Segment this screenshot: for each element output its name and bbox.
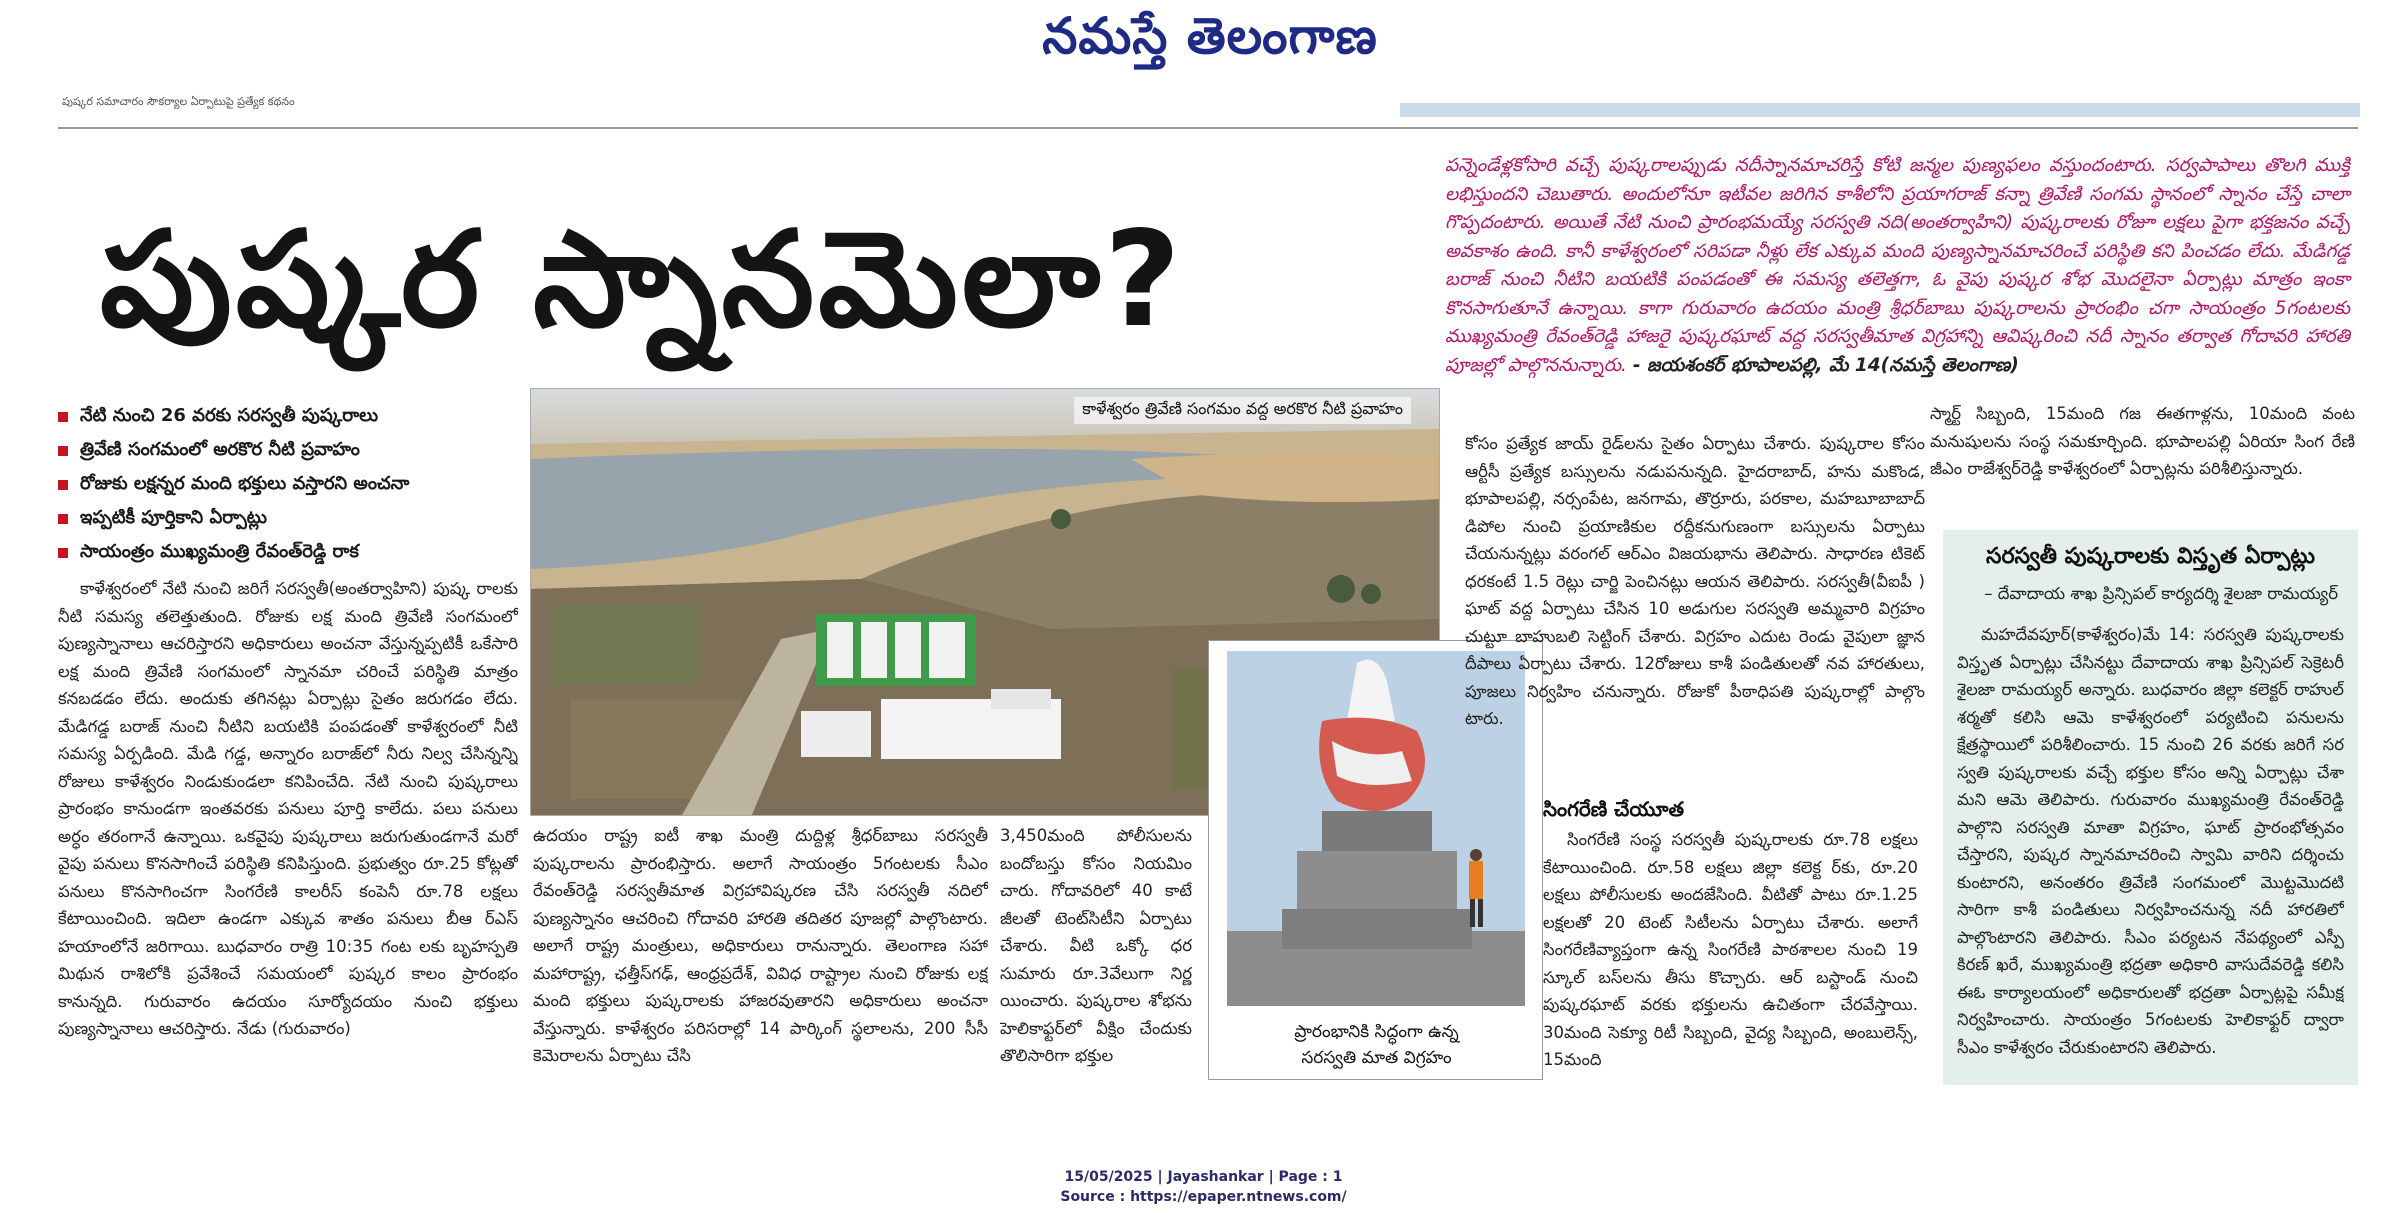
statue-caption-line-1: ప్రారంభానికి సిద్ధంగా ఉన్న	[1294, 1022, 1459, 1042]
highlight-item	[58, 434, 518, 468]
masthead	[0, 0, 2407, 108]
headline: పుష్కర స్నానమెలా?	[100, 203, 1185, 357]
highlight-item	[58, 400, 518, 434]
highlight-text: త్రివేణి సంగమంలో అరకొర నీటి ప్రవాహం	[80, 438, 360, 460]
side-story-body: మహదేవపూర్(కాళేశ్వరం)మే 14: సరస్వతి పుష్కరాలకు విస్తృత ఏర్పాట్లు చేసినట్టు దేవాదాయ శాఖ ప్రిన్సిపల్ సెక్రెటరీ శైలజా రామయ్యర్ అన్నారు. బుధవారం జిల్లా కలెక్టర్ రాహుల్ శర్మతో కలిసి ఆమె కాళేశ్వరంలో పర్యటించి పనులను క్షేత్రస్థాయిలో పరిశీలించారు. 15 నుంచి 26 వరకు జరిగే సర స్వతి పుష్కరాలకు వచ్చే భక్తుల కోసం అన్ని ఏర్పాట్లు చేశా మని ఆమె తెలిపారు. గురువారం ముఖ్యమంత్రి రేవంత్‌రెడ్డి పాల్గొని సరస్వతి మాతా విగ్రహం, ఘాట్ ప్రారంభోత్సవం చేస్తారని, పుష్కర స్నానమాచరించి స్వామి వారిని దర్శించు కుంటారని, అనంతరం త్రివేణి సంగమంలో మొట్టమొదటి సారిగా కాశీ పండితులు నిర్వహించనున్న నదీ హారతిలో పాల్గొంటారని తెలిపారు. సీఎం పర్యటన నేపథ్యంలో ఎస్పీ కిరణ్ ఖరే, ముఖ్యమంత్రి భద్రతా అధికారి వాసుదేవరెడ్డి కలిసి ఈఓ కార్యాలయంలో అధికారులతో భద్రతా ఏర్పాట్లపై సమీక్ష నిర్వహించారు. సాయంత్రం 5గంటలకు హెలికాఫ్టర్ ద్వారా సీఎం కాళేశ్వరం చేరుకుంటారని తెలిపారు.	[1957, 625, 2344, 1057]
side-story-box	[1943, 530, 2358, 1085]
square-bullet-icon	[58, 548, 68, 558]
square-bullet-icon	[58, 514, 68, 524]
side-story-title: సరస్వతీ పుష్కరాలకు విస్తృత ఏర్పాట్లు	[1986, 544, 2315, 569]
highlight-item	[58, 536, 518, 570]
article-column-2: ఉదయం రాష్ట్ర ఐటీ శాఖ మంత్రి దుద్దిళ్ల శ్రీధర్‌బాబు సరస్వతీ పుష్కరాలను ప్రారంభిస్తారు. అలాగే సాయంత్రం 5గంటలకు సీఎం రేవంత్‌రెడ్డి సరస్వతీమాత విగ్రహావిష్కరణ చేసి సరస్వతీ నదిలో పుణ్యస్నానం ఆచరించి గోదావరి హారతి తదితర పూజల్లో పాల్గొంటారు. అలాగే రాష్ట్ర మంత్రులు, అధికారులు రానున్నారు. తెలంగాణ సహా మహారాష్ట్ర, ఛత్తీస్‌గఢ్, ఆంధ్రప్రదేశ్, వివిధ రాష్ట్రాల నుంచి రోజుకు లక్ష మంది భక్తులు పుష్కరాలకు హాజరవుతారని అధికారులు అంచనా వేస్తున్నారు. కాళేశ్వరం పరిసరాల్లో 14 పార్కింగ్ స్థలాలను, 200 సీసీ కెమెరాలను ఏర్పాటు చేసి	[533, 826, 988, 1065]
footer-source-link[interactable]: Source : https://epaper.ntnews.com/	[1060, 1189, 1347, 1205]
square-bullet-icon	[58, 412, 68, 422]
footer-date-line: 15/05/2025 | Jayashankar | Page : 1	[1064, 1169, 1343, 1185]
highlight-text: రోజుకు లక్షన్నర మంది భక్తులు వస్తారని అంచనా	[80, 472, 410, 494]
subheading-singareni: సింగరేణి చేయూత	[1543, 797, 1685, 821]
statue-caption	[1209, 1019, 1544, 1071]
statue-caption-line-2: సరస్వతి మాత విగ్రహం	[1301, 1048, 1452, 1068]
newspaper-logo: నమస్తే తెలంగాణ	[1042, 6, 1378, 65]
highlights-list	[58, 400, 518, 570]
article-column-4b: సింగరేణి సంస్థ సరస్వతీ పుష్కరాలకు రూ.78 లక్షలు కేటాయించింది. రూ.58 లక్షలు జిల్లా కలెక్ట ర్‌కు, రూ.20 లక్షలు పోలీసులకు అందజేసింది. వీటితో పాటు రూ.1.25 లక్షలతో 20 టెంట్ సిటీలను ఏర్పాటు చేశారు. అలాగే సింగరేణివ్యాప్తంగా ఉన్న సింగరేణి పాఠశాలల నుంచి 19 స్కూల్ బస్‌లను తీసు కొచ్చారు. ఆర్ బస్టాండ్ నుంచి పుష్కరఘాట్ వరకు భక్తులను ఉచితంగా చేరవేస్తాయి. 30మంది సెక్యూ రిటీ సిబ్బంది, వైద్య సిబ్బంది, అంబులెన్స్, 15మంది	[1543, 830, 1918, 1069]
top-strip-text: పుష్కర సమాచారం సౌకర్యాల ఏర్పాటుపై ప్రత్యేక కథనం	[62, 95, 295, 108]
photo-caption: కాళేశ్వరం త్రివేణి సంగమం వద్ద అరకొర నీటి ప్రవాహం	[1074, 397, 1411, 424]
article-column-1: కాళేశ్వరంలో నేటి నుంచి జరిగే సరస్వతీ(అంతర్వాహిని) పుష్క రాలకు నీటి సమస్య తలెత్తుతుంది. రోజుకు లక్ష మంది త్రివేణి సంగమంలో పుణ్యస్నానాలు ఆచరిస్తారని అధికారులు అంచనా వేస్తున్నప్పటికీ ఒకేసారి లక్ష మంది త్రివేణి సంగమంలో స్నానమా చరించే పరిస్థితి మాత్రం కనబడడం లేదు. అందుకు తగినట్లు ఏర్పాట్లు సైతం జరుగడం లేదు. మేడిగడ్డ బరాజ్ నుంచి నీటిని బయటికి పంపడంతో కాళేశ్వరంలో నీటి సమస్య ఏర్పడింది. మేడి గడ్డ, అన్నారం బరాజ్‌లో నీరు నిల్వ చేసిన్నన్ని రోజులు కాళేశ్వరం నిండుకుండలా కనిపించేది. నేటి నుంచి పుష్కరాలు ప్రారంభం కానుండగా ఇంతవరకు పనులు పూర్తి కాలేదు. పలు పనులు అర్ధం తరంగానే ఉన్నాయి. ఒకవైపు పుష్కరాలు జరుగుతుండగానే మరో వైపు పనులు కొనసాగించే పరిస్థితి కనిపిస్తుంది. ప్రభుత్వం రూ.25 కోట్లతో పనులు కొనసాగించగా సింగరేణి కాలరీస్ కంపెనీ రూ.78 లక్షలు కేటాయించింది. ఇదిలా ఉండగా ఎక్కువ శాతం పనులు బీఆ ర్ఎస్ హయాంలోనే జరిగాయి. బుధవారం రాత్రి 10:35 గంట లకు బృహస్పతి మిథున రాశిలోకి ప్రవేశించే సమయంలో పుష్కర కాలం ప్రారంభం కానున్నది. గురువారం ఉదయం సూర్యోదయం నుంచి భక్తులు పుణ్యస్నానాలు ఆచరిస్తారు. నేడు (గురువారం)	[58, 579, 518, 1038]
square-bullet-icon	[58, 480, 68, 490]
highlight-text: ఇప్పటికీ పూర్తికాని ఏర్పాట్లు	[80, 506, 267, 528]
top-strip-band	[1400, 103, 2360, 117]
highlight-text: నేటి నుంచి 26 వరకు సరస్వతీ పుష్కరాలు	[80, 404, 379, 426]
intro-paragraph	[1445, 152, 2350, 410]
intro-byline: - జయశంకర్ భూపాలపల్లి, మే 14(నమస్తే తెలంగాణ)	[1632, 354, 2019, 376]
article-column-4: కోసం ప్రత్యేక జాయ్ రైడ్‌లను సైతం ఏర్పాటు చేశారు. పుష్కరాల కోసం ఆర్టీసీ ప్రత్యేక బస్సులను నడుపనున్నది. హైదరాబాద్, హను మకొండ, భూపాలపల్లి, నర్సంపేట, జనగామ, తొర్రూరు, పరకాల, మహబూబాబాద్ డిపోల నుంచి ప్రయాణికుల రద్దీకనుగుణంగా బస్సులను ఏర్పాటు చేయనున్నట్లు వరంగల్ ఆర్‌ఎం విజయభాను తెలిపారు. సాధారణ టికెట్ ధరకంటే 1.5 రెట్లు చార్జి పెంచినట్లు ఆయన తెలిపారు. సరస్వతీ(వీఐపీ ) ఘాట్ వద్ద ఏర్పాటు చేసిన 10 అడుగుల సరస్వతి అమ్మవారి విగ్రహం చుట్టూ బాహుబలి సెట్టింగ్ చేశారు. విగ్రహం ఎదుట రెండు వైపులా జ్ఞాన దీపాలు ఏర్పాటు చేశారు. 12రోజులు కాశీ పండితులతో నవ హారతులు, పూజలు నిర్వహిం చనున్నారు. రోజుకో పీఠాధిపతి పుష్కరాల్లో పాల్గొం టారు.	[1465, 434, 1925, 728]
header-rule	[58, 127, 2358, 129]
article-column-5: స్మార్ట్ సిబ్బంది, 15మంది గజ ఈతగాళ్లను, 10మంది వంట మనుషులను సంస్థ సమకూర్చింది. భూపాలపల్లి ఏరియా సింగ రేణి జీఎం రాజేశ్వర్‌రెడ్డి కాళేశ్వరంలో ఏర్పాట్లను పరిశీలిస్తున్నారు.	[1930, 404, 2355, 478]
intro-text: పన్నెండేళ్లకోసారి వచ్చే పుష్కరాలప్పుడు నదీస్నానమాచరిస్తే కోటి జన్మల పుణ్యఫలం వస్తుందంటారు. సర్వపాపాలు తొలగి ముక్తి లభిస్తుందని చెబుతారు. అందులోనూ ఇటీవల జరిగిన కాశీలోని ప్రయాగరాజ్ కన్నా త్రివేణి సంగమ స్థానంలో స్నానం చేస్తే చాలా గొప్పదంటారు. అయితే నేటి నుంచి ప్రారంభమయ్యే సరస్వతి నది(అంతర్వాహిని) పుష్కరాలకు రోజూ లక్షలు పైగా భక్తజనం వచ్చే అవకాశం ఉంది. కానీ కాళేశ్వరంలో సరిపడా నీళ్లు లేక ఎక్కువ మంది పుణ్యస్నానమాచరించే పరిస్థితి కని పించడం లేదు. మేడిగడ్డ బరాజ్ నుంచి నీటిని బయటికి పంపడంతో ఈ సమస్య తలెత్తగా, ఓ వైపు పుష్కర శోభ మొదలైనా ఏర్పాట్లు మాత్రం ఇంకా కొనసాగుతూనే ఉన్నాయి. కాగా గురువారం ఉదయం మంత్రి శ్రీధర్‌బాబు పుష్కరాలను ప్రారంభిం చగా సాయంత్రం 5గంటలకు ముఖ్యమంత్రి రేవంత్‌రెడ్డి హాజరై పుష్కరఘాట్ వద్ద సరస్వతీమాత విగ్రహాన్ని ఆవిష్కరించి నదీ స్నానం తర్వాత గోదావరి హారతి పూజల్లో పాల్గొననున్నారు.	[1445, 155, 2350, 376]
side-story-byline: – దేవాదాయ శాఖ ప్రిన్సిపల్ కార్యదర్శి శైలజా రామయ్యర్	[1984, 584, 2338, 603]
square-bullet-icon	[58, 446, 68, 456]
highlight-item	[58, 468, 518, 502]
page-footer	[0, 1167, 2407, 1207]
highlight-text: సాయంత్రం ముఖ్యమంత్రి రేవంత్‌రెడ్డి రాక	[80, 540, 359, 562]
article-column-3: 3,450మంది పోలీసులను బందోబస్తు కోసం నియమిం చారు. గోదావరిలో 40 కాటే జీలతో టెంట్‌సిటీని ఏర్పాటు చేశారు. వీటి ఒక్కో ధర సుమారు రూ.3వేలుగా నిర్ణ యించారు. పుష్కరాల శోభను హెలికాఫ్టర్‌లో వీక్షిం చేందుకు తొలిసారిగా భక్తుల	[1000, 826, 1192, 1065]
highlight-item	[58, 502, 518, 536]
